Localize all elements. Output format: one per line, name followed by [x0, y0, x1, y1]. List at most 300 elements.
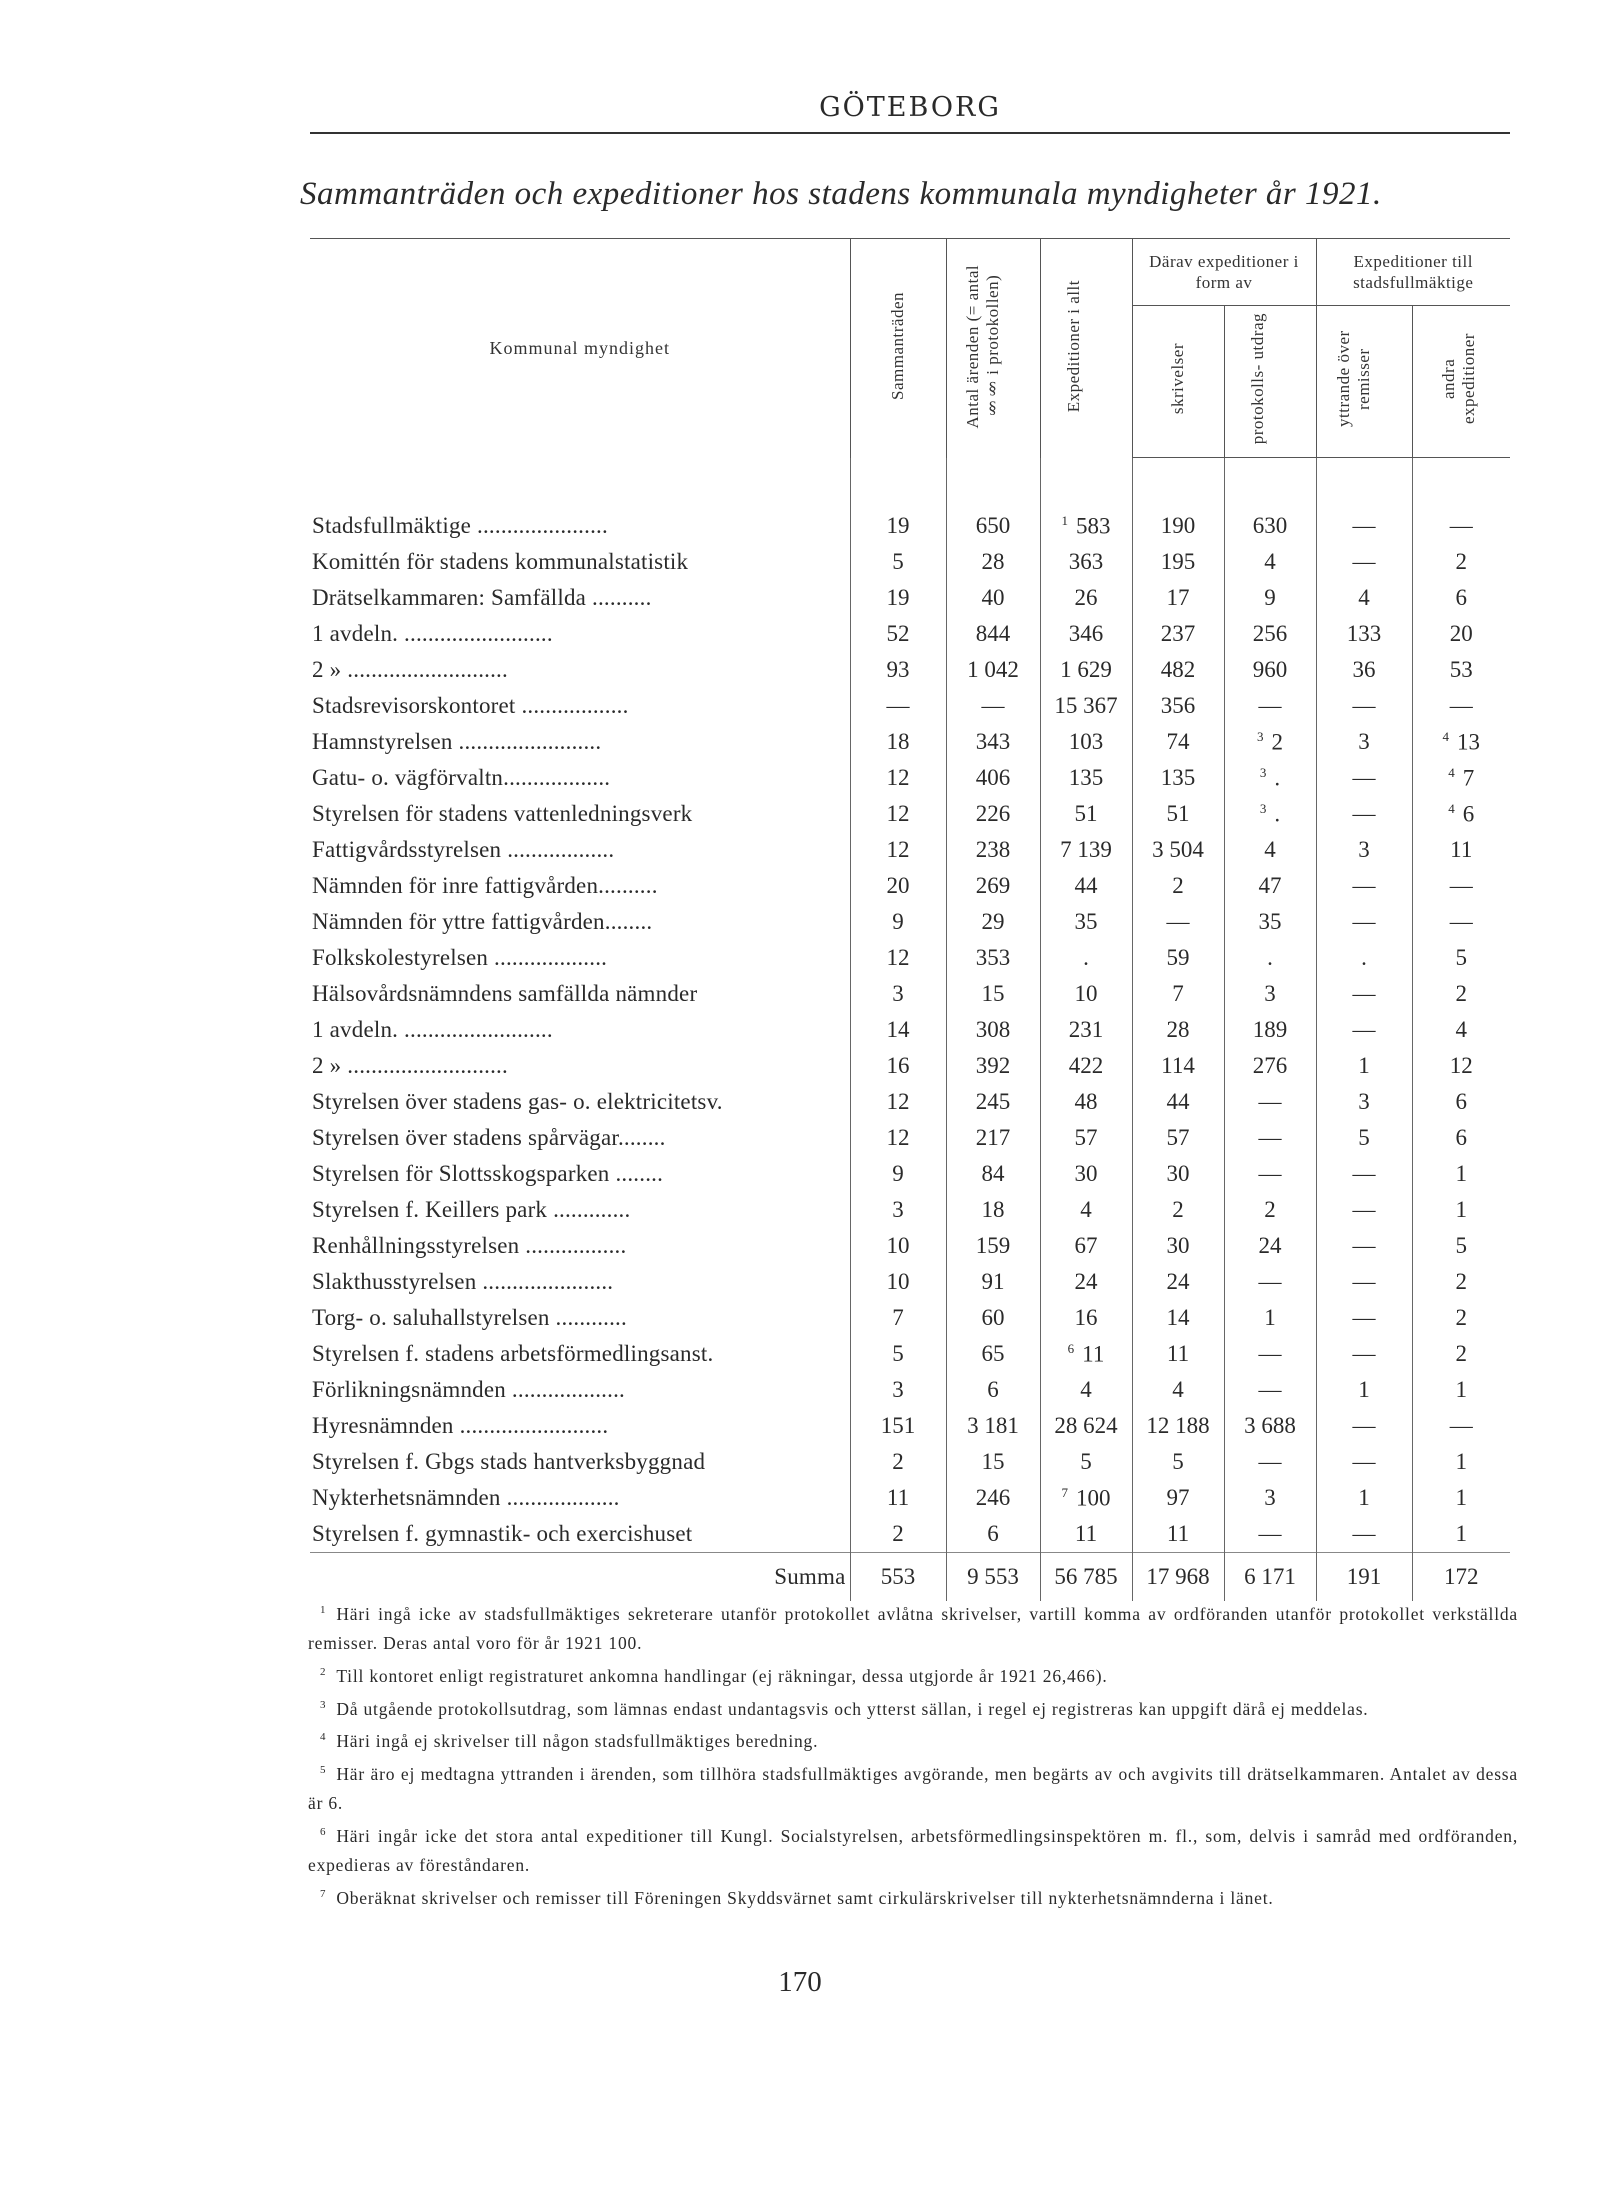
footnote	[308, 1818, 1518, 1880]
cell-value: 1	[1358, 1053, 1370, 1078]
header-skrivelser-text: skrivelser	[1168, 343, 1187, 415]
cell-value: .	[1267, 945, 1273, 970]
cell-value: 226	[975, 801, 1011, 826]
cell-value: 84	[981, 1161, 1005, 1186]
cell-value: —	[1352, 1161, 1376, 1186]
cell-yttrande	[1316, 1084, 1412, 1120]
cell-protokollsutdrag	[1224, 976, 1316, 1012]
summa-cell-expeditioner: 56 785	[1040, 1553, 1132, 1602]
cell-expeditioner	[1040, 1012, 1132, 1048]
cell-value: 29	[981, 909, 1005, 934]
header-antal-arenden-text: Antal ärenden (= antal §§ i protokollen)	[963, 263, 1002, 428]
cell-skrivelser	[1132, 616, 1224, 652]
cell-value: 52	[886, 621, 910, 646]
cell-andra	[1412, 1408, 1510, 1444]
cell-yttrande	[1316, 1012, 1412, 1048]
cell-value: 2	[1455, 981, 1467, 1006]
cell-value: 7	[892, 1305, 904, 1330]
cell-expeditioner	[1040, 544, 1132, 580]
header-protokollsutdrag-text: protokolls- utdrag	[1248, 313, 1267, 445]
cell-arenden	[946, 868, 1040, 904]
footnote-number: 4	[320, 1731, 327, 1744]
header-skrivelser	[1132, 306, 1224, 458]
footnote-text: Här äro ej medtagna yttranden i ärenden, som tillhöra stadsfullmäktiges avgörande, men begärts av och avgivits till drätselkammaren. Antalet av dessa är 6.	[308, 1764, 1518, 1814]
cell-sammantraden	[850, 832, 946, 868]
footnote-number: 3	[320, 1698, 327, 1711]
cell-expeditioner	[1040, 1336, 1132, 1372]
cell-value: 12	[886, 945, 910, 970]
cell-yttrande	[1316, 544, 1412, 580]
cell-skrivelser	[1132, 1048, 1224, 1084]
cell-yttrande	[1316, 832, 1412, 868]
cell-andra	[1412, 508, 1510, 544]
header-group-stadsfullmaktige: Expeditioner till stadsfullmäktige	[1316, 239, 1510, 306]
cell-yttrande	[1316, 1264, 1412, 1300]
cell-arenden	[946, 1012, 1040, 1048]
cell-value: 308	[975, 1017, 1011, 1042]
cell-yttrande	[1316, 796, 1412, 832]
cell-value: 30	[1166, 1233, 1190, 1258]
cell-sammantraden	[850, 1336, 946, 1372]
cell-sammantraden	[850, 652, 946, 688]
cell-expeditioner	[1040, 976, 1132, 1012]
cell-value: —	[1352, 765, 1376, 790]
cell-value: 12	[886, 837, 910, 862]
cell-value: 11	[1082, 1341, 1105, 1367]
cell-value: 30	[1074, 1161, 1098, 1186]
cell-value: —	[1352, 981, 1376, 1006]
cell-sammantraden	[850, 1408, 946, 1444]
cell-value: 5	[892, 549, 904, 574]
cell-value: 1	[1358, 1485, 1370, 1510]
cell-sammantraden	[850, 976, 946, 1012]
cell-value: —	[1352, 1269, 1376, 1294]
cell-value: 11	[1166, 1521, 1190, 1546]
cell-sammantraden	[850, 940, 946, 976]
cell-value: 3	[892, 981, 904, 1006]
cell-value: 1 042	[967, 657, 1019, 682]
cell-sammantraden	[850, 796, 946, 832]
cell-value: 7 139	[1060, 837, 1112, 862]
cell-skrivelser	[1132, 940, 1224, 976]
cell-protokollsutdrag	[1224, 1120, 1316, 1156]
cell-value: 26	[1074, 585, 1098, 610]
cell-value: 57	[1166, 1125, 1190, 1150]
cell-value: 2	[1172, 1197, 1184, 1222]
cell-arenden	[946, 688, 1040, 724]
cell-protokollsutdrag	[1224, 688, 1316, 724]
cell-value: 60	[981, 1305, 1005, 1330]
footnote-text: Då utgående protokollsutdrag, som lämnas endast undantagsvis och ytterst sällan, i regel ej registreras kan uppgift därå ej meddelas.	[336, 1698, 1369, 1719]
cell-andra	[1412, 1012, 1510, 1048]
cell-value: 24	[1166, 1269, 1190, 1294]
cell-value: 3	[1264, 981, 1276, 1006]
cell-value: —	[1258, 693, 1282, 718]
cell-value: 2	[892, 1449, 904, 1474]
cell-sammantraden	[850, 1084, 946, 1120]
cell-value: 11	[886, 1485, 910, 1510]
cell-value: —	[886, 693, 910, 718]
cell-expeditioner	[1040, 904, 1132, 940]
cell-value: 103	[1068, 729, 1104, 754]
cell-value: 960	[1252, 657, 1288, 682]
cell-protokollsutdrag	[1224, 580, 1316, 616]
cell-value: 74	[1166, 729, 1190, 754]
footnote-text: Till kontoret enligt registraturet ankomna handlingar (ej räkningar, dessa utgjorde år 1921 26,466).	[336, 1665, 1108, 1686]
cell-sammantraden	[850, 1228, 946, 1264]
cell-protokollsutdrag	[1224, 1228, 1316, 1264]
cell-arenden	[946, 616, 1040, 652]
cell-value: 3 181	[967, 1413, 1019, 1438]
cell-value: .	[1274, 765, 1281, 791]
cell-arenden	[946, 1228, 1040, 1264]
cell-arenden	[946, 508, 1040, 544]
table-row	[310, 1228, 1510, 1264]
cell-arenden	[946, 544, 1040, 580]
cell-myndighet: Styrelsen f. gymnastik- och exercishuset	[312, 1521, 693, 1546]
table-row	[310, 796, 1510, 832]
cell-sammantraden	[850, 1048, 946, 1084]
cell-expeditioner	[1040, 1192, 1132, 1228]
cell-value: 6	[1455, 1089, 1467, 1114]
cell-value: 2	[1264, 1197, 1276, 1222]
cell-myndighet: Styrelsen över stadens spårvägar........	[312, 1125, 666, 1150]
cell-arenden	[946, 976, 1040, 1012]
cell-yttrande	[1316, 508, 1412, 544]
cell-protokollsutdrag	[1224, 1264, 1316, 1300]
cell-myndighet: 1 avdeln. .........................	[312, 1017, 553, 1042]
cell-andra	[1412, 1516, 1510, 1553]
cell-expeditioner	[1040, 1480, 1132, 1516]
cell-value: 20	[886, 873, 910, 898]
cell-skrivelser	[1132, 1444, 1224, 1480]
cell-value: 6	[1462, 801, 1475, 827]
cell-protokollsutdrag	[1224, 832, 1316, 868]
cell-myndighet: 2 » ...........................	[312, 657, 508, 682]
cell-value: 151	[880, 1413, 916, 1438]
cell-arenden	[946, 760, 1040, 796]
cell-value: —	[1352, 801, 1376, 826]
footnote	[308, 1880, 1518, 1913]
cell-value: 17	[1166, 585, 1190, 610]
cell-value: —	[1258, 1341, 1282, 1366]
cell-value: 2	[1455, 1269, 1467, 1294]
cell-value: —	[1258, 1161, 1282, 1186]
cell-myndighet: Stadsfullmäktige ......................	[312, 513, 608, 538]
cell-sammantraden	[850, 1516, 946, 1553]
cell-skrivelser	[1132, 796, 1224, 832]
cell-value: 114	[1161, 1053, 1195, 1078]
cell-protokollsutdrag	[1224, 1480, 1316, 1516]
cell-value: 4	[1264, 549, 1276, 574]
cell-value: 356	[1160, 693, 1196, 718]
cell-value: 392	[975, 1053, 1011, 1078]
cell-sammantraden	[850, 868, 946, 904]
cell-value: —	[1352, 1305, 1376, 1330]
cell-yttrande	[1316, 1480, 1412, 1516]
cell-andra	[1412, 760, 1510, 796]
cell-value: 238	[975, 837, 1011, 862]
cell-value: 24	[1258, 1233, 1282, 1258]
cell-value: 583	[1076, 513, 1111, 539]
cell-arenden	[946, 1480, 1040, 1516]
cell-skrivelser	[1132, 580, 1224, 616]
cell-skrivelser	[1132, 1336, 1224, 1372]
cell-value: 2	[1455, 1341, 1467, 1366]
cell-yttrande	[1316, 760, 1412, 796]
cell-value: 4	[1172, 1377, 1184, 1402]
cell-value: 44	[1166, 1089, 1190, 1114]
cell-myndighet: Nykterhetsnämnden ...................	[312, 1485, 620, 1510]
summa-cell-sammantraden: 553	[850, 1553, 946, 1602]
cell-value: 12	[1449, 1053, 1473, 1078]
cell-value: 245	[975, 1089, 1011, 1114]
cell-value: 5	[1455, 945, 1467, 970]
page-number: 170	[778, 1966, 822, 1998]
cell-skrivelser	[1132, 1264, 1224, 1300]
cell-value: 189	[1252, 1017, 1288, 1042]
cell-skrivelser	[1132, 1084, 1224, 1120]
cell-value: 231	[1068, 1017, 1104, 1042]
cell-yttrande	[1316, 976, 1412, 1012]
cell-value: 19	[886, 585, 910, 610]
cell-expeditioner	[1040, 1372, 1132, 1408]
cell-sammantraden	[850, 760, 946, 796]
cell-value: 6	[987, 1377, 999, 1402]
cell-sammantraden	[850, 1012, 946, 1048]
cell-value: —	[1258, 1269, 1282, 1294]
cell-sammantraden	[850, 1192, 946, 1228]
cell-value: 4	[1358, 585, 1370, 610]
cell-skrivelser	[1132, 1300, 1224, 1336]
cell-value: —	[1352, 693, 1376, 718]
footnote	[308, 1658, 1518, 1691]
footnote-text: Oberäknat skrivelser och remisser till Föreningen Skyddsvärnet samt cirkulärskrivelser till nykterhetsnämnderna i länet.	[336, 1887, 1274, 1908]
table-body	[310, 458, 1510, 1602]
cell-sammantraden	[850, 904, 946, 940]
cell-protokollsutdrag	[1224, 508, 1316, 544]
cell-value: —	[1352, 1233, 1376, 1258]
footnote-mark: 1	[1061, 512, 1068, 528]
cell-value: 217	[975, 1125, 1011, 1150]
cell-value: 15	[981, 981, 1005, 1006]
cell-value: 12	[886, 1089, 910, 1114]
cell-myndighet: Styrelsen för stadens vattenledningsverk	[312, 801, 693, 826]
cell-value: 6	[987, 1521, 999, 1546]
cell-expeditioner	[1040, 1300, 1132, 1336]
cell-value: 844	[975, 621, 1011, 646]
table-row	[310, 1012, 1510, 1048]
cell-sammantraden	[850, 508, 946, 544]
cell-value: —	[1352, 1521, 1376, 1546]
cell-sammantraden	[850, 1480, 946, 1516]
cell-expeditioner	[1040, 1408, 1132, 1444]
table-row	[310, 976, 1510, 1012]
cell-protokollsutdrag	[1224, 616, 1316, 652]
cell-myndighet: Nämnden för yttre fattigvården........	[312, 909, 653, 934]
cell-value: 190	[1160, 513, 1196, 538]
cell-andra	[1412, 724, 1510, 760]
cell-value: 12	[886, 765, 910, 790]
cell-yttrande	[1316, 652, 1412, 688]
cell-value: —	[1258, 1377, 1282, 1402]
cell-value: 5	[892, 1341, 904, 1366]
cell-value: 28 624	[1054, 1413, 1118, 1438]
cell-value: 1 629	[1060, 657, 1112, 682]
cell-expeditioner	[1040, 1048, 1132, 1084]
cell-value: 28	[981, 549, 1005, 574]
cell-value: 135	[1068, 765, 1104, 790]
footnote-mark: 7	[1061, 1484, 1068, 1500]
cell-arenden	[946, 1444, 1040, 1480]
cell-protokollsutdrag	[1224, 1084, 1316, 1120]
cell-skrivelser	[1132, 1156, 1224, 1192]
summa-cell-andra: 172	[1412, 1553, 1510, 1602]
cell-arenden	[946, 1264, 1040, 1300]
cell-value: 97	[1166, 1485, 1190, 1510]
table-row	[310, 1120, 1510, 1156]
cell-skrivelser	[1132, 688, 1224, 724]
cell-value: 2	[1172, 873, 1184, 898]
table-row	[310, 868, 1510, 904]
cell-myndighet: Hälsovårdsnämndens samfällda nämnder	[312, 981, 698, 1006]
cell-value: 15	[981, 1449, 1005, 1474]
table-row	[310, 616, 1510, 652]
cell-skrivelser	[1132, 1372, 1224, 1408]
cell-sammantraden	[850, 616, 946, 652]
cell-value: 35	[1074, 909, 1098, 934]
cell-value: 3 688	[1244, 1413, 1296, 1438]
cell-yttrande	[1316, 1192, 1412, 1228]
table-row	[310, 760, 1510, 796]
cell-expeditioner	[1040, 1444, 1132, 1480]
cell-expeditioner	[1040, 1120, 1132, 1156]
cell-yttrande	[1316, 904, 1412, 940]
cell-myndighet: Styrelsen f. Gbgs stads hantverksbyggnad	[312, 1449, 706, 1474]
table-row	[310, 1516, 1510, 1553]
cell-expeditioner	[1040, 580, 1132, 616]
cell-value: 650	[975, 513, 1011, 538]
cell-arenden	[946, 1408, 1040, 1444]
cell-yttrande	[1316, 1372, 1412, 1408]
cell-sammantraden	[850, 1300, 946, 1336]
cell-value: 346	[1068, 621, 1104, 646]
header-sammantraden	[850, 239, 946, 458]
cell-skrivelser	[1132, 1228, 1224, 1264]
cell-protokollsutdrag	[1224, 1336, 1316, 1372]
cell-arenden	[946, 1516, 1040, 1553]
cell-value: 57	[1074, 1125, 1098, 1150]
cell-andra	[1412, 1192, 1510, 1228]
cell-value: 6	[1455, 1125, 1467, 1150]
cell-protokollsutdrag	[1224, 868, 1316, 904]
cell-skrivelser	[1132, 508, 1224, 544]
cell-myndighet: Hamnstyrelsen ........................	[312, 729, 602, 754]
cell-protokollsutdrag	[1224, 904, 1316, 940]
cell-skrivelser	[1132, 1480, 1224, 1516]
footnote-number: 7	[320, 1887, 327, 1900]
cell-value: .	[1361, 945, 1367, 970]
table-row	[310, 1264, 1510, 1300]
cell-value: —	[1352, 909, 1376, 934]
table-row	[310, 1300, 1510, 1336]
cell-andra	[1412, 1120, 1510, 1156]
cell-skrivelser	[1132, 832, 1224, 868]
cell-sammantraden	[850, 688, 946, 724]
cell-expeditioner	[1040, 616, 1132, 652]
cell-value: 13	[1457, 729, 1480, 755]
table-row	[310, 1408, 1510, 1444]
cell-andra	[1412, 868, 1510, 904]
cell-skrivelser	[1132, 1516, 1224, 1553]
cell-myndighet: Fattigvårdsstyrelsen ..................	[312, 837, 615, 862]
footnote-mark: 4	[1448, 800, 1455, 816]
header-yttrande-text: yttrande över remisser	[1334, 330, 1373, 428]
cell-value: .	[1274, 801, 1281, 827]
cell-protokollsutdrag	[1224, 544, 1316, 580]
cell-arenden	[946, 652, 1040, 688]
cell-yttrande	[1316, 724, 1412, 760]
cell-value: 28	[1166, 1017, 1190, 1042]
table-row	[310, 652, 1510, 688]
cell-skrivelser	[1132, 868, 1224, 904]
header-protokollsutdrag	[1224, 306, 1316, 458]
cell-value: 53	[1449, 657, 1473, 682]
footnote	[308, 1691, 1518, 1724]
cell-value: —	[1258, 1521, 1282, 1546]
cell-andra	[1412, 1336, 1510, 1372]
cell-skrivelser	[1132, 904, 1224, 940]
cell-value: 65	[981, 1341, 1005, 1366]
cell-arenden	[946, 580, 1040, 616]
cell-value: 47	[1258, 873, 1282, 898]
cell-myndighet: Drätselkammaren: Samfällda ..........	[312, 585, 652, 610]
cell-expeditioner	[1040, 652, 1132, 688]
cell-value: 40	[981, 585, 1005, 610]
table-row	[310, 1084, 1510, 1120]
page-title: Sammanträden och expeditioner hos stadens kommunala myndigheter år 1921.	[300, 176, 1382, 212]
cell-protokollsutdrag	[1224, 1300, 1316, 1336]
cell-expeditioner	[1040, 688, 1132, 724]
cell-value: 2	[892, 1521, 904, 1546]
cell-myndighet: Torg- o. saluhallstyrelsen ............	[312, 1305, 627, 1330]
cell-value: 2	[1455, 549, 1467, 574]
header-antal-arenden	[946, 239, 1040, 458]
cell-protokollsutdrag	[1224, 724, 1316, 760]
cell-protokollsutdrag	[1224, 1012, 1316, 1048]
cell-skrivelser	[1132, 976, 1224, 1012]
footnote-number: 1	[320, 1604, 327, 1616]
cell-expeditioner	[1040, 832, 1132, 868]
cell-myndighet: Styrelsen f. stadens arbetsförmedlingsanst.	[312, 1341, 714, 1366]
cell-value: 16	[886, 1053, 910, 1078]
cell-value: —	[1449, 909, 1473, 934]
header-kommunal-myndighet: Kommunal myndighet	[310, 239, 850, 458]
header-andra-text: andra expeditioner	[1439, 333, 1479, 425]
cell-value: 135	[1160, 765, 1196, 790]
footnote-mark: 3	[1257, 728, 1264, 744]
footnote-text: Häri ingå icke av stadsfullmäktiges sekreterare utanför protokollet avlåtna skrivelser, vartill komma av ordföranden utanför protokollet verkställda remisser. Deras antal voro för år 1921 100.	[308, 1603, 1518, 1653]
cell-value: 6	[1455, 585, 1467, 610]
cell-expeditioner	[1040, 508, 1132, 544]
cell-value: 14	[886, 1017, 910, 1042]
cell-skrivelser	[1132, 1120, 1224, 1156]
cell-andra	[1412, 1228, 1510, 1264]
cell-andra	[1412, 796, 1510, 832]
cell-value: 36	[1352, 657, 1376, 682]
cell-expeditioner	[1040, 796, 1132, 832]
cell-protokollsutdrag	[1224, 1516, 1316, 1553]
